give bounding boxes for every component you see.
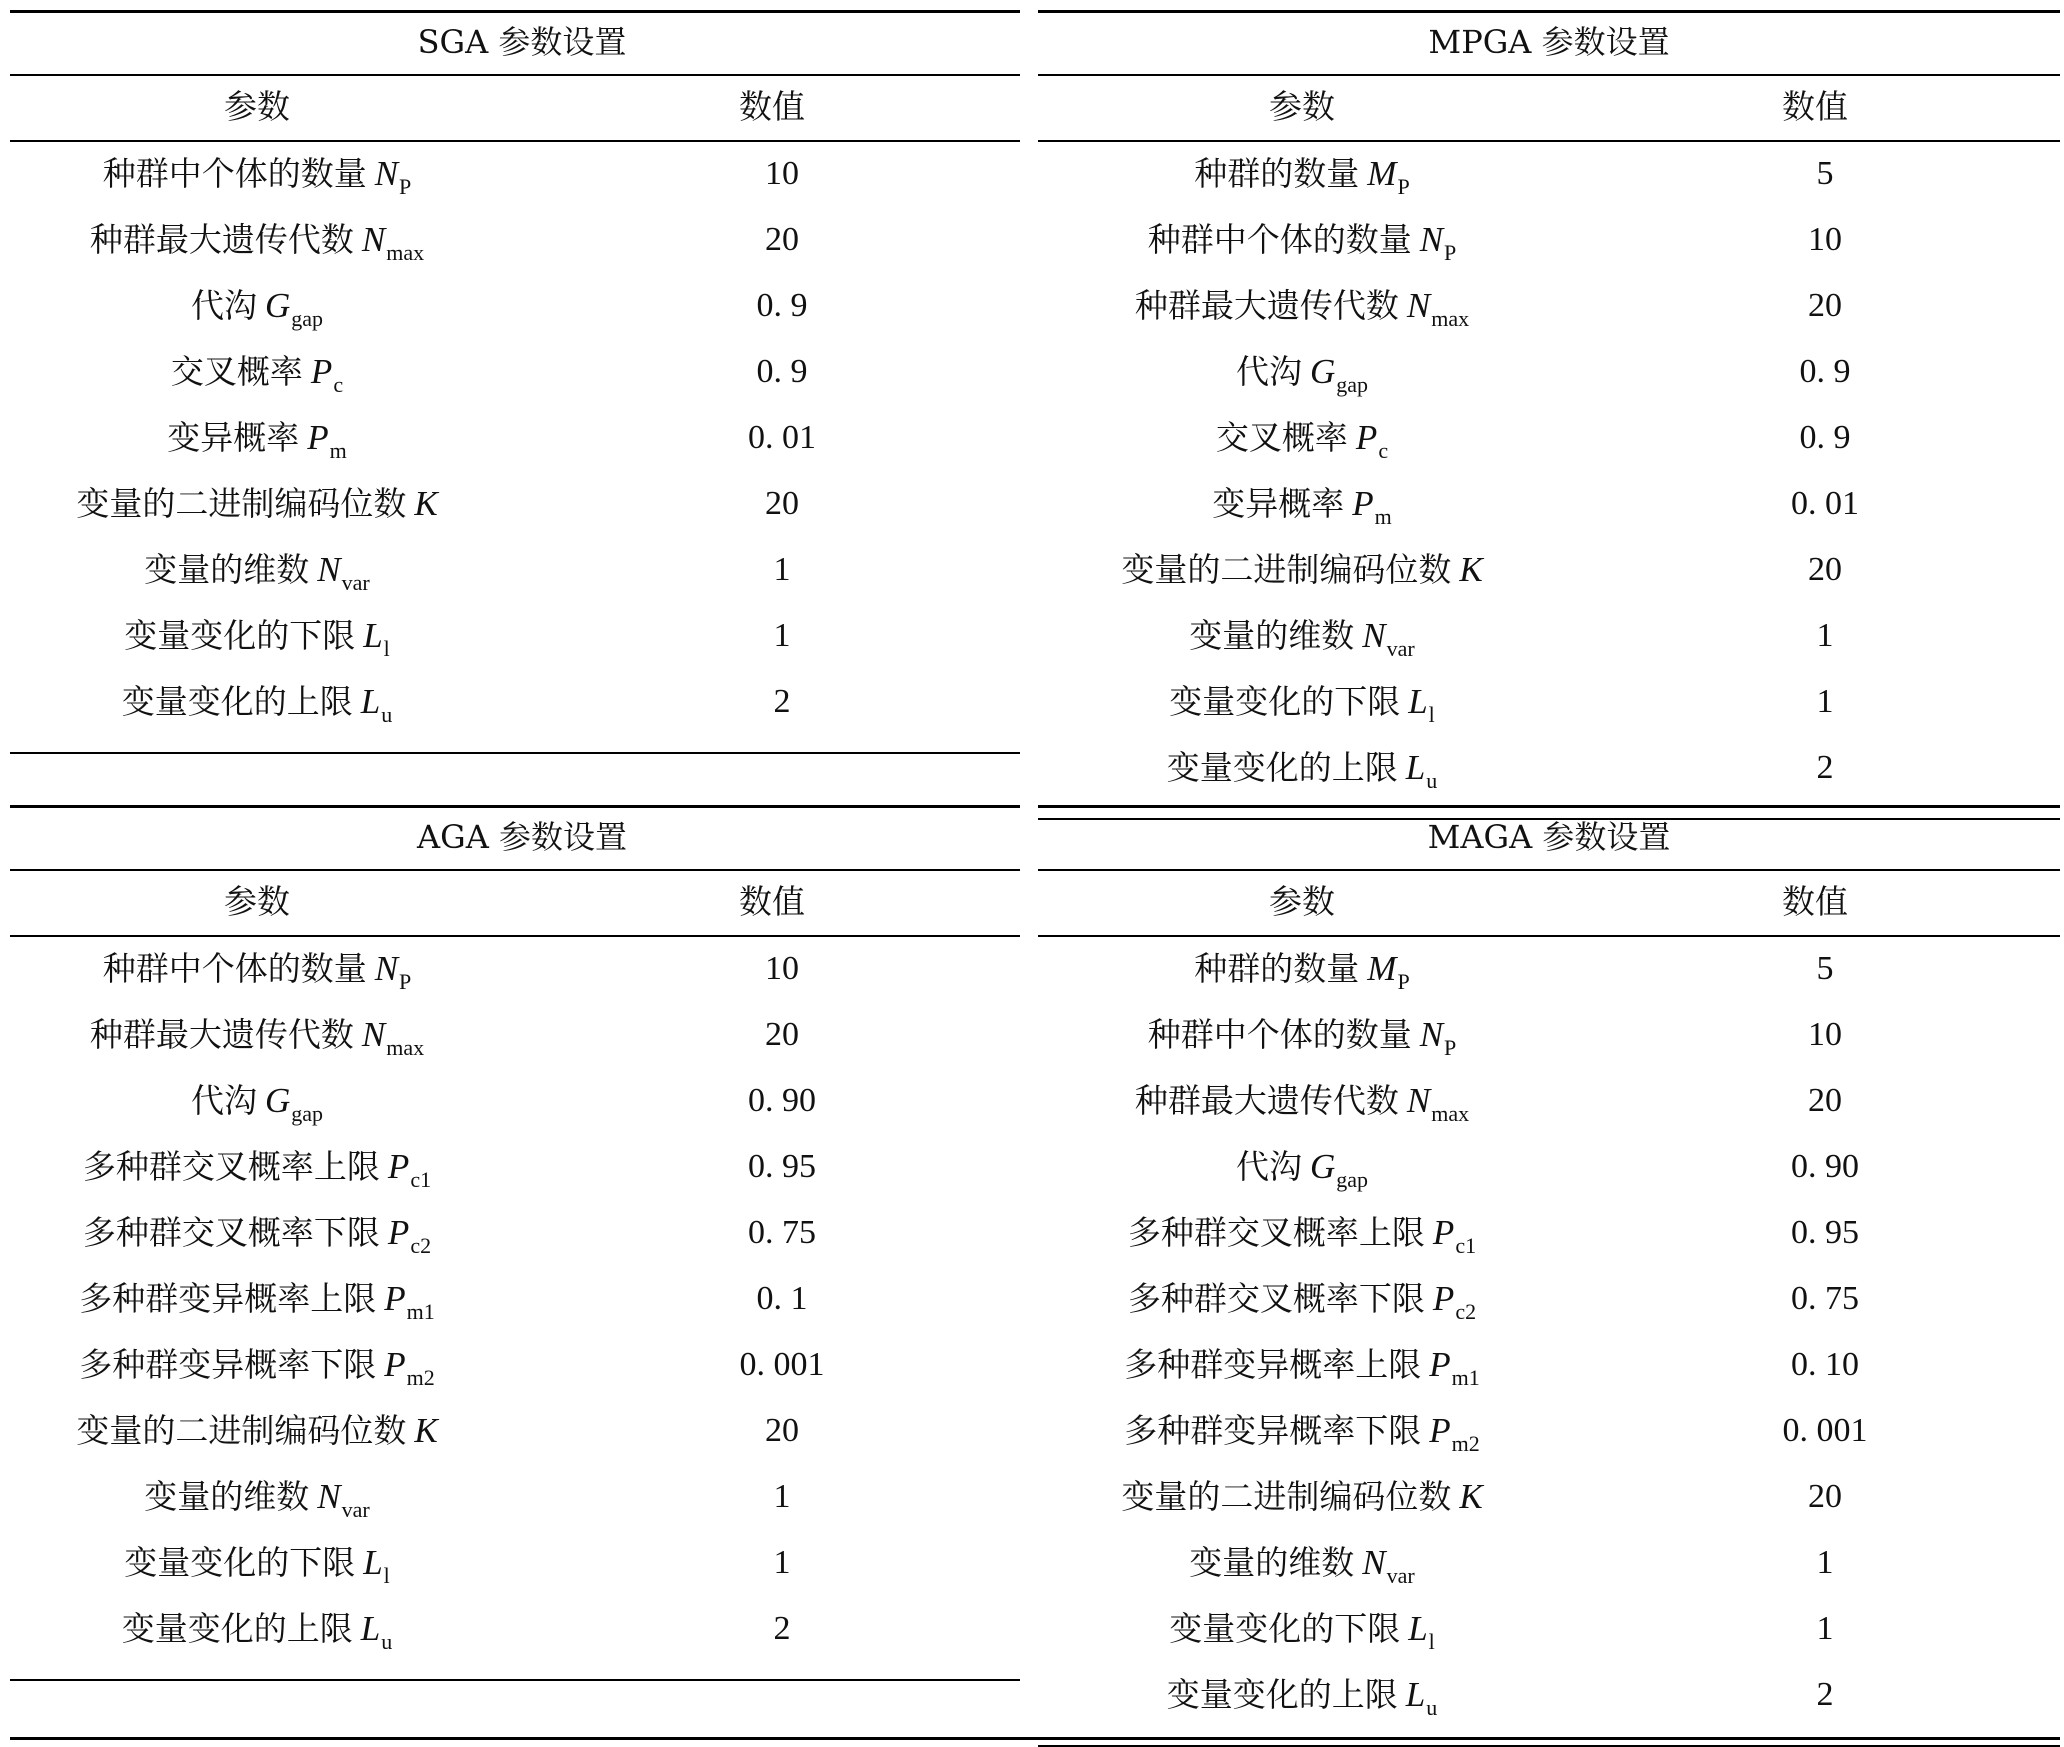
param-symbol-subscript: c2 bbox=[410, 1233, 432, 1258]
param-symbol-subscript: m1 bbox=[1451, 1365, 1480, 1390]
param-value: 0. 95 bbox=[748, 1148, 816, 1185]
param-name-cell bbox=[124, 616, 390, 669]
table-title: MPGA 参数设置 bbox=[1428, 23, 1670, 61]
param-name: 种群最大遗传代数 bbox=[89, 220, 354, 259]
header-rule bbox=[1038, 935, 2060, 937]
param-symbol: L bbox=[363, 616, 383, 655]
param-name: 变异概率 bbox=[1212, 484, 1345, 523]
param-value: 1 bbox=[1816, 617, 1834, 654]
param-name-cell bbox=[1135, 1081, 1469, 1134]
column-header-param: 参数 bbox=[224, 87, 290, 126]
table-bottom-rule bbox=[10, 752, 1020, 754]
param-symbol-subscript: u bbox=[1426, 768, 1438, 793]
param-name: 变量的维数 bbox=[144, 1477, 310, 1516]
param-name: 种群最大遗传代数 bbox=[1134, 286, 1399, 325]
param-symbol-subscript: l bbox=[1428, 702, 1435, 727]
param-value: 2 bbox=[1816, 1676, 1834, 1713]
param-symbol-subscript: u bbox=[381, 702, 393, 727]
param-value: 20 bbox=[765, 221, 799, 258]
param-symbol-subscript: gap bbox=[291, 1101, 324, 1126]
column-header-value: 数值 bbox=[739, 87, 805, 126]
param-value: 2 bbox=[773, 683, 791, 720]
param-name-cell bbox=[76, 484, 437, 524]
param-symbol: P bbox=[307, 418, 329, 457]
param-symbol: P bbox=[1432, 1213, 1455, 1252]
param-symbol: N bbox=[374, 154, 399, 193]
param-name-cell bbox=[76, 1411, 437, 1451]
param-name: 代沟 bbox=[1235, 1147, 1302, 1186]
param-name: 多种群变异概率下限 bbox=[1124, 1411, 1422, 1450]
param-name-cell bbox=[90, 1015, 424, 1068]
param-symbol: K bbox=[414, 484, 438, 523]
param-name: 交叉概率 bbox=[170, 352, 303, 391]
column-header-param: 参数 bbox=[224, 882, 290, 921]
header-rule bbox=[10, 935, 1020, 937]
param-value: 1 bbox=[773, 1544, 791, 1581]
param-name: 多种群交叉概率上限 bbox=[82, 1147, 380, 1186]
param-name-cell bbox=[1236, 1147, 1368, 1200]
param-value: 0. 90 bbox=[1791, 1148, 1859, 1185]
param-value: 0. 75 bbox=[748, 1214, 816, 1251]
param-name-cell bbox=[1148, 1015, 1457, 1068]
param-name: 变量的维数 bbox=[1189, 1543, 1355, 1582]
header-rule bbox=[10, 140, 1020, 142]
param-symbol-subscript: m bbox=[1374, 504, 1392, 529]
param-value: 1 bbox=[773, 551, 791, 588]
param-value: 20 bbox=[765, 1412, 799, 1449]
table-title: MAGA 参数设置 bbox=[1427, 818, 1671, 856]
param-value: 0. 9 bbox=[756, 287, 808, 324]
param-symbol: N bbox=[1362, 616, 1386, 655]
param-symbol: P bbox=[1429, 1345, 1451, 1384]
param-name: 多种群交叉概率下限 bbox=[82, 1213, 380, 1252]
param-value: 0. 01 bbox=[748, 419, 816, 456]
param-name: 变量变化的下限 bbox=[124, 616, 356, 655]
param-name-cell bbox=[90, 220, 424, 273]
param-symbol: P bbox=[1432, 1279, 1455, 1318]
param-symbol: P bbox=[384, 1345, 406, 1384]
param-value: 5 bbox=[1816, 950, 1834, 987]
param-symbol: P bbox=[1355, 418, 1378, 457]
param-symbol-subscript: gap bbox=[1336, 1167, 1369, 1192]
param-name-cell bbox=[1128, 1279, 1476, 1332]
param-value: 0. 001 bbox=[1782, 1412, 1868, 1449]
param-symbol-subscript: u bbox=[381, 1629, 393, 1654]
param-name-cell bbox=[1212, 484, 1392, 537]
param-symbol-subscript: gap bbox=[291, 306, 324, 331]
param-symbol: L bbox=[360, 1609, 381, 1648]
param-name-cell bbox=[83, 1213, 431, 1266]
param-symbol-subscript: m2 bbox=[406, 1365, 435, 1390]
param-name-cell bbox=[191, 286, 323, 339]
param-symbol: L bbox=[1405, 748, 1426, 787]
param-symbol: P bbox=[387, 1213, 410, 1252]
param-name-cell bbox=[1148, 220, 1457, 273]
param-name: 多种群交叉概率下限 bbox=[1127, 1279, 1425, 1318]
title-rule bbox=[1038, 869, 2060, 871]
param-value: 1 bbox=[773, 1478, 791, 1515]
param-symbol: N bbox=[1419, 220, 1444, 259]
param-name: 代沟 bbox=[1235, 352, 1302, 391]
param-value: 1 bbox=[1816, 1610, 1834, 1647]
param-name: 代沟 bbox=[190, 1081, 257, 1120]
param-name-cell bbox=[171, 352, 343, 405]
param-name-cell bbox=[83, 1147, 431, 1200]
param-name: 种群的数量 bbox=[1194, 154, 1360, 193]
param-symbol-subscript: P bbox=[1397, 174, 1410, 199]
param-value: 10 bbox=[1808, 221, 1842, 258]
param-value: 20 bbox=[765, 485, 799, 522]
param-symbol: P bbox=[384, 1279, 406, 1318]
param-symbol-subscript: c bbox=[1378, 438, 1389, 463]
param-name-cell bbox=[1121, 1477, 1482, 1517]
param-symbol-subscript: c1 bbox=[1455, 1233, 1477, 1258]
param-name-cell bbox=[1194, 949, 1409, 1002]
param-symbol: K bbox=[1459, 550, 1483, 589]
param-symbol-subscript: u bbox=[1426, 1695, 1438, 1720]
param-name-cell bbox=[1189, 1543, 1414, 1596]
param-name: 变异概率 bbox=[167, 418, 300, 457]
table-bottom-rule bbox=[10, 1679, 1020, 1681]
table-top-rule bbox=[10, 10, 1020, 13]
column-header-param: 参数 bbox=[1269, 882, 1335, 921]
param-name-cell bbox=[144, 550, 369, 603]
param-symbol: L bbox=[360, 682, 381, 721]
column-header-value: 数值 bbox=[739, 882, 805, 921]
param-symbol: N bbox=[374, 949, 399, 988]
param-symbol-subscript: gap bbox=[1336, 372, 1369, 397]
param-symbol: G bbox=[264, 1081, 291, 1120]
param-symbol: P bbox=[387, 1147, 410, 1186]
table-top-rule bbox=[1038, 805, 2060, 808]
param-symbol-subscript: c1 bbox=[410, 1167, 432, 1192]
param-symbol: N bbox=[361, 220, 386, 259]
param-symbol: G bbox=[1309, 1147, 1336, 1186]
param-symbol: N bbox=[1406, 286, 1431, 325]
title-rule bbox=[10, 869, 1020, 871]
param-name: 变量的维数 bbox=[1189, 616, 1355, 655]
param-name-cell bbox=[1135, 286, 1469, 339]
param-name-cell bbox=[167, 418, 347, 471]
param-value: 10 bbox=[765, 155, 799, 192]
param-symbol-subscript: c2 bbox=[1455, 1299, 1477, 1324]
header-rule bbox=[1038, 140, 2060, 142]
param-name: 变量变化的上限 bbox=[121, 1609, 353, 1648]
param-symbol: M bbox=[1367, 949, 1397, 988]
param-name-cell bbox=[144, 1477, 369, 1530]
param-value: 10 bbox=[765, 950, 799, 987]
param-symbol: M bbox=[1367, 154, 1397, 193]
param-symbol-subscript: var bbox=[1386, 1563, 1415, 1588]
param-value: 2 bbox=[773, 1610, 791, 1647]
param-symbol-subscript: P bbox=[399, 174, 412, 199]
param-value: 0. 10 bbox=[1791, 1346, 1859, 1383]
param-name-cell bbox=[1128, 1213, 1476, 1266]
param-symbol-subscript: P bbox=[1444, 1035, 1457, 1060]
param-name-cell bbox=[1121, 550, 1482, 590]
param-symbol: N bbox=[361, 1015, 386, 1054]
param-value: 10 bbox=[1808, 1016, 1842, 1053]
param-name: 变量变化的下限 bbox=[1169, 682, 1401, 721]
param-name: 种群最大遗传代数 bbox=[1134, 1081, 1399, 1120]
param-symbol-subscript: max bbox=[386, 240, 425, 265]
param-name-cell bbox=[1167, 748, 1437, 801]
param-value: 5 bbox=[1816, 155, 1834, 192]
table-top-rule bbox=[10, 805, 1020, 808]
param-name-cell bbox=[1169, 682, 1435, 735]
param-name-cell bbox=[103, 154, 412, 207]
param-value: 2 bbox=[1816, 749, 1834, 786]
param-symbol: K bbox=[414, 1411, 438, 1450]
param-symbol: P bbox=[1352, 484, 1374, 523]
param-name: 种群最大遗传代数 bbox=[89, 1015, 354, 1054]
param-symbol: P bbox=[1429, 1411, 1451, 1450]
table-title: SGA 参数设置 bbox=[417, 23, 627, 61]
param-name: 变量变化的上限 bbox=[1166, 748, 1398, 787]
param-name: 变量的维数 bbox=[144, 550, 310, 589]
param-name: 变量变化的下限 bbox=[124, 1543, 356, 1582]
column-header-value: 数值 bbox=[1782, 87, 1848, 126]
title-rule bbox=[1038, 74, 2060, 76]
param-name-cell bbox=[1124, 1411, 1480, 1464]
param-value: 0. 01 bbox=[1791, 485, 1859, 522]
param-symbol-subscript: max bbox=[1431, 1101, 1470, 1126]
param-name-cell bbox=[1124, 1345, 1480, 1398]
param-value: 0. 90 bbox=[748, 1082, 816, 1119]
param-symbol-subscript: max bbox=[386, 1035, 425, 1060]
param-name: 交叉概率 bbox=[1215, 418, 1348, 457]
param-name: 变量变化的下限 bbox=[1169, 1609, 1401, 1648]
param-symbol-subscript: P bbox=[399, 969, 412, 994]
param-name: 变量变化的上限 bbox=[1166, 1675, 1398, 1714]
param-name: 种群中个体的数量 bbox=[102, 154, 367, 193]
param-value: 0. 9 bbox=[1799, 419, 1851, 456]
param-symbol-subscript: m1 bbox=[406, 1299, 435, 1324]
param-name-cell bbox=[122, 1609, 392, 1662]
param-symbol: N bbox=[1406, 1081, 1431, 1120]
param-symbol: L bbox=[1405, 1675, 1426, 1714]
param-symbol-subscript: l bbox=[383, 636, 390, 661]
param-symbol: L bbox=[1408, 682, 1428, 721]
param-value: 20 bbox=[765, 1016, 799, 1053]
param-name: 种群中个体的数量 bbox=[1147, 1015, 1412, 1054]
param-name: 种群中个体的数量 bbox=[102, 949, 367, 988]
param-value: 0. 95 bbox=[1791, 1214, 1859, 1251]
param-name-cell bbox=[191, 1081, 323, 1134]
param-symbol: N bbox=[1419, 1015, 1444, 1054]
column-header-param: 参数 bbox=[1269, 87, 1335, 126]
param-symbol-subscript: l bbox=[1428, 1629, 1435, 1654]
param-name: 变量的二进制编码位数 bbox=[1121, 550, 1452, 589]
table-title: AGA 参数设置 bbox=[417, 818, 627, 856]
param-name-cell bbox=[79, 1279, 435, 1332]
param-value: 20 bbox=[1808, 1082, 1842, 1119]
param-value: 0. 1 bbox=[756, 1280, 808, 1317]
table-top-rule bbox=[1038, 10, 2060, 13]
param-symbol: N bbox=[1362, 1543, 1386, 1582]
page-bottom-rule bbox=[10, 1737, 2060, 1740]
param-value: 20 bbox=[1808, 287, 1842, 324]
param-value: 20 bbox=[1808, 551, 1842, 588]
param-symbol-subscript: max bbox=[1431, 306, 1470, 331]
param-name: 种群中个体的数量 bbox=[1147, 220, 1412, 259]
param-name: 多种群变异概率上限 bbox=[79, 1279, 377, 1318]
param-symbol-subscript: var bbox=[341, 1497, 370, 1522]
param-symbol: N bbox=[317, 550, 341, 589]
column-header-value: 数值 bbox=[1782, 882, 1848, 921]
param-value: 1 bbox=[1816, 683, 1834, 720]
param-symbol-subscript: c bbox=[333, 372, 344, 397]
param-name: 变量的二进制编码位数 bbox=[76, 484, 407, 523]
param-name-cell bbox=[1189, 616, 1414, 669]
param-symbol-subscript: var bbox=[1386, 636, 1415, 661]
param-name-cell bbox=[79, 1345, 435, 1398]
param-symbol: K bbox=[1459, 1477, 1483, 1516]
param-value: 1 bbox=[773, 617, 791, 654]
param-value: 0. 9 bbox=[1799, 353, 1851, 390]
param-name-cell bbox=[1236, 352, 1368, 405]
param-symbol-subscript: l bbox=[383, 1563, 390, 1588]
param-value: 20 bbox=[1808, 1478, 1842, 1515]
param-name-cell bbox=[1169, 1609, 1435, 1662]
param-name: 多种群变异概率下限 bbox=[79, 1345, 377, 1384]
param-name: 变量变化的上限 bbox=[121, 682, 353, 721]
param-value: 0. 75 bbox=[1791, 1280, 1859, 1317]
param-symbol: L bbox=[1408, 1609, 1428, 1648]
param-name: 多种群交叉概率上限 bbox=[1127, 1213, 1425, 1252]
param-name-cell bbox=[1167, 1675, 1437, 1728]
param-name: 代沟 bbox=[190, 286, 257, 325]
param-symbol: N bbox=[317, 1477, 341, 1516]
param-name: 多种群变异概率上限 bbox=[1124, 1345, 1422, 1384]
param-name: 变量的二进制编码位数 bbox=[1121, 1477, 1452, 1516]
param-symbol-subscript: m bbox=[329, 438, 347, 463]
title-rule bbox=[10, 74, 1020, 76]
param-name: 变量的二进制编码位数 bbox=[76, 1411, 407, 1450]
param-symbol-subscript: P bbox=[1444, 240, 1457, 265]
param-symbol-subscript: P bbox=[1397, 969, 1410, 994]
param-symbol-subscript: var bbox=[341, 570, 370, 595]
param-name-cell bbox=[1194, 154, 1409, 207]
param-name-cell bbox=[124, 1543, 390, 1596]
param-symbol: G bbox=[264, 286, 291, 325]
param-name-cell bbox=[103, 949, 412, 1002]
param-value: 1 bbox=[1816, 1544, 1834, 1581]
param-symbol: G bbox=[1309, 352, 1336, 391]
param-name: 种群的数量 bbox=[1194, 949, 1360, 988]
param-name-cell bbox=[1216, 418, 1388, 471]
param-value: 0. 001 bbox=[739, 1346, 825, 1383]
param-symbol-subscript: m2 bbox=[1451, 1431, 1480, 1456]
param-name-cell bbox=[122, 682, 392, 735]
param-value: 0. 9 bbox=[756, 353, 808, 390]
param-symbol: P bbox=[310, 352, 333, 391]
param-symbol: L bbox=[363, 1543, 383, 1582]
